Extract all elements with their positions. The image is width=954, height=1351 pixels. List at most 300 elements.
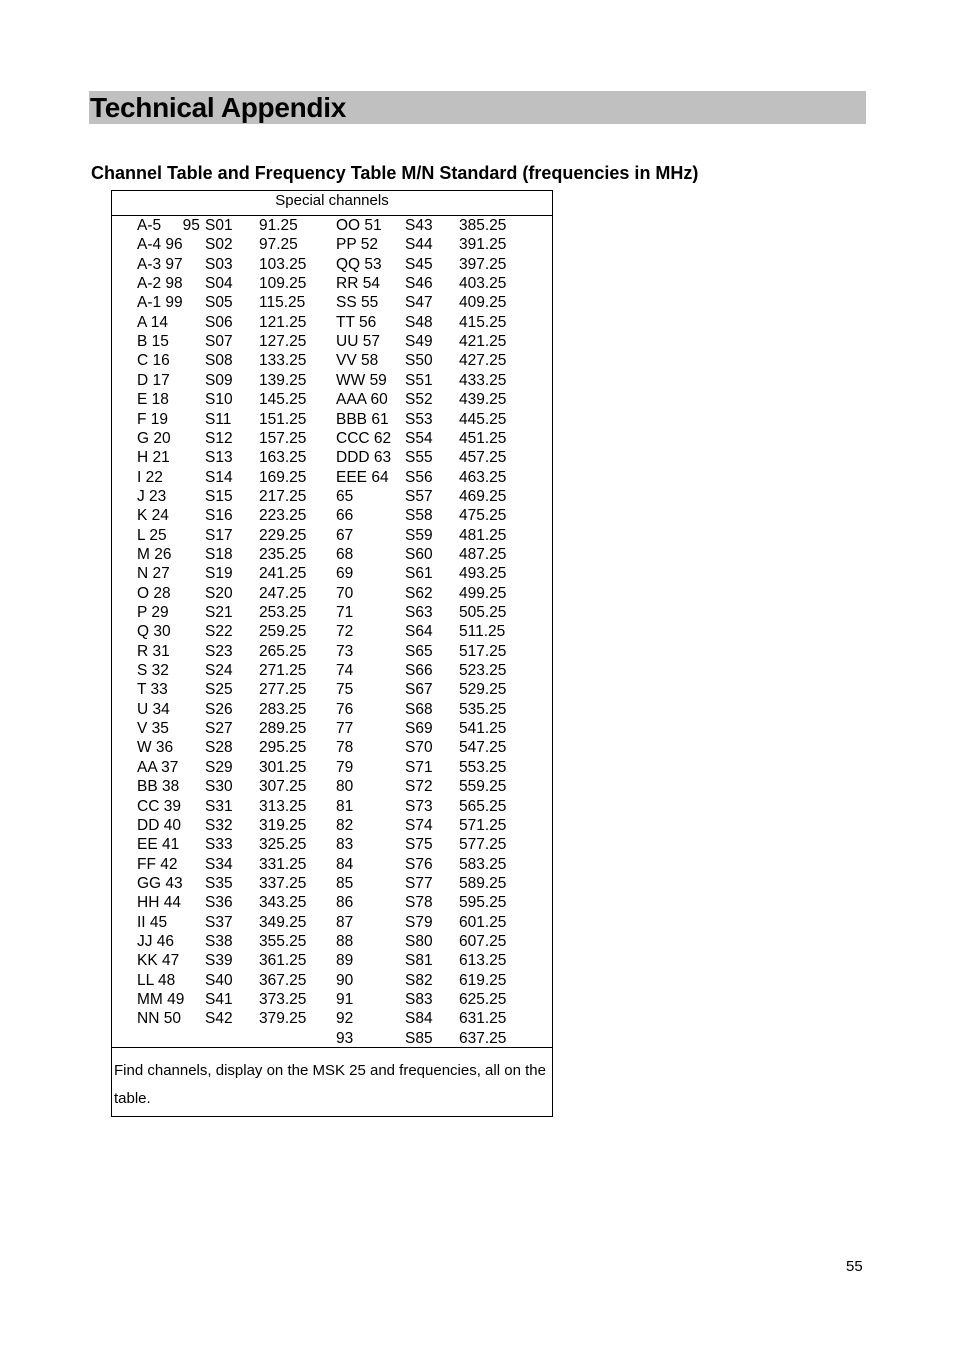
table-cell-channel-name: GG 43 bbox=[137, 874, 183, 892]
table-cell-special-channel-2: S74 bbox=[405, 816, 433, 834]
table-cell-frequency: 271.25 bbox=[259, 662, 307, 680]
table-cell-channel-name: R 31 bbox=[137, 642, 170, 660]
table-cell-channel-name: I 22 bbox=[137, 468, 163, 486]
table-cell-frequency-2: 433.25 bbox=[459, 371, 507, 389]
table-row bbox=[112, 777, 552, 796]
table-cell-frequency-2: 481.25 bbox=[459, 526, 507, 544]
table-cell-channel-name-2: 74 bbox=[336, 662, 354, 680]
table-cell-frequency: 103.25 bbox=[259, 255, 307, 273]
table-row bbox=[112, 545, 552, 564]
table-cell-frequency-2: 463.25 bbox=[459, 468, 507, 486]
table-cell-channel-name-2: QQ 53 bbox=[336, 255, 382, 273]
table-cell-channel-name: A-3 97 bbox=[137, 255, 183, 273]
table-cell-frequency: 337.25 bbox=[259, 874, 307, 892]
table-cell-special-channel: S34 bbox=[205, 855, 233, 873]
table-cell-channel-name-2: RR 54 bbox=[336, 275, 380, 293]
table-cell-frequency: 361.25 bbox=[259, 952, 307, 970]
table-row bbox=[112, 855, 552, 874]
table-cell-frequency: 277.25 bbox=[259, 681, 307, 699]
table-cell-special-channel-2: S69 bbox=[405, 720, 433, 738]
table-cell-channel-name: EE 41 bbox=[137, 836, 180, 854]
table-cell-frequency: 241.25 bbox=[259, 565, 307, 583]
table-cell-channel-name-2: CCC 62 bbox=[336, 429, 392, 447]
table-cell-frequency: 163.25 bbox=[259, 449, 307, 467]
table-cell-frequency: 223.25 bbox=[259, 507, 307, 525]
table-header: Special channels bbox=[112, 191, 552, 216]
table-row bbox=[112, 603, 552, 622]
table-cell-frequency: 319.25 bbox=[259, 816, 307, 834]
table-cell-special-channel-2: S54 bbox=[405, 429, 433, 447]
table-cell-frequency: 349.25 bbox=[259, 913, 307, 931]
table-cell-channel-name-2: 88 bbox=[336, 932, 354, 950]
table-cell-channel-name: FF 42 bbox=[137, 855, 178, 873]
table-cell-special-channel-2: S73 bbox=[405, 797, 433, 815]
table-row bbox=[112, 680, 552, 699]
table-cell-channel-name-2: 89 bbox=[336, 952, 354, 970]
table-cell-special-channel: S17 bbox=[205, 526, 233, 544]
table-cell-channel-name-2: 69 bbox=[336, 565, 354, 583]
table-cell-channel-name: O 28 bbox=[137, 584, 171, 602]
table-cell-special-channel: S09 bbox=[205, 371, 233, 389]
table-cell-special-channel: S07 bbox=[205, 333, 233, 351]
table-cell-special-channel: S19 bbox=[205, 565, 233, 583]
table-row bbox=[112, 293, 552, 312]
table-cell-frequency-2: 493.25 bbox=[459, 565, 507, 583]
table-cell-frequency: 367.25 bbox=[259, 971, 307, 989]
table-cell-channel-name-2: VV 58 bbox=[336, 352, 379, 370]
table-cell-special-channel: S22 bbox=[205, 623, 233, 641]
table-cell-special-channel: S12 bbox=[205, 429, 233, 447]
table-cell-special-channel: S36 bbox=[205, 894, 233, 912]
table-row bbox=[112, 564, 552, 583]
table-cell-frequency-2: 469.25 bbox=[459, 487, 507, 505]
table-cell-frequency-2: 601.25 bbox=[459, 913, 507, 931]
table-cell-frequency: 373.25 bbox=[259, 991, 307, 1008]
table-cell-channel-name: P 29 bbox=[137, 604, 169, 621]
table-cell-frequency-2: 613.25 bbox=[459, 952, 507, 970]
table-cell-special-channel-2: S51 bbox=[405, 371, 433, 389]
table-cell-frequency-2: 451.25 bbox=[459, 429, 507, 447]
table-cell-channel-name-2: 85 bbox=[336, 874, 354, 892]
table-cell-frequency-2: 541.25 bbox=[459, 720, 507, 738]
table-cell-frequency-2: 499.25 bbox=[459, 584, 507, 602]
table-cell-special-channel-2: S78 bbox=[405, 894, 433, 912]
table-cell-frequency: 151.25 bbox=[259, 410, 307, 428]
table-cell-special-channel-2: S55 bbox=[405, 449, 433, 467]
table-cell-special-channel-2: S83 bbox=[405, 991, 433, 1008]
table-cell-channel-name: A 14 bbox=[137, 313, 169, 331]
table-cell-special-channel: S18 bbox=[205, 545, 233, 563]
table-cell-channel-name: A-4 96 bbox=[137, 236, 183, 254]
table-cell-channel-name-2: 70 bbox=[336, 584, 354, 602]
table-cell-channel-name: W 36 bbox=[137, 739, 174, 757]
table-cell-special-channel: S04 bbox=[205, 275, 233, 293]
table-row bbox=[112, 235, 552, 254]
table-cell-special-channel-2: S47 bbox=[405, 294, 433, 312]
table-cell-channel-name: T 33 bbox=[137, 681, 168, 699]
table-cell-channel-name-2: 91 bbox=[336, 991, 354, 1008]
table-cell-frequency: 283.25 bbox=[259, 700, 307, 718]
table-row bbox=[112, 526, 552, 545]
table-cell-special-channel-2: S79 bbox=[405, 913, 433, 931]
table-cell-channel-name: U 34 bbox=[137, 700, 170, 718]
table-cell-channel-name: D 17 bbox=[137, 371, 170, 389]
table-cell-special-channel: S26 bbox=[205, 700, 233, 718]
table-cell-special-channel-2: S67 bbox=[405, 681, 433, 699]
table-cell-special-channel: S16 bbox=[205, 507, 233, 525]
table-cell-channel-name-2: BBB 61 bbox=[336, 410, 389, 428]
table-cell-channel-name: M 26 bbox=[137, 545, 172, 563]
table-row bbox=[112, 990, 552, 1009]
table-cell-channel-name: E 18 bbox=[137, 391, 169, 409]
table-row bbox=[112, 584, 552, 603]
table-cell-special-channel: S40 bbox=[205, 971, 233, 989]
section-header-bar bbox=[89, 91, 866, 124]
table-row bbox=[112, 1009, 552, 1028]
table-cell-special-channel-2: S72 bbox=[405, 778, 433, 796]
table-cell-channel-name-2: 75 bbox=[336, 681, 354, 699]
table-cell-frequency: 133.25 bbox=[259, 352, 307, 370]
table-cell-special-channel-2: S80 bbox=[405, 932, 433, 950]
table-row bbox=[112, 332, 552, 351]
table-cell-frequency: 235.25 bbox=[259, 545, 307, 563]
table-cell-channel-name: V 35 bbox=[137, 720, 169, 738]
table-cell-frequency: 145.25 bbox=[259, 391, 307, 409]
table-cell-special-channel-2: S49 bbox=[405, 333, 433, 351]
table-cell-channel-name-2: 79 bbox=[336, 758, 354, 776]
table-cell-frequency-2: 391.25 bbox=[459, 236, 507, 254]
table-cell-frequency: 331.25 bbox=[259, 855, 307, 873]
table-row bbox=[112, 874, 552, 893]
table-cell-frequency: 127.25 bbox=[259, 333, 307, 351]
table-cell-channel-name-2: 84 bbox=[336, 855, 354, 873]
table-cell-special-channel: S03 bbox=[205, 255, 233, 273]
table-cell-channel-name: II 45 bbox=[137, 913, 168, 931]
table-cell-special-channel: S35 bbox=[205, 874, 233, 892]
table-cell-channel-name: L 25 bbox=[137, 526, 167, 544]
table-cell-special-channel: S23 bbox=[205, 642, 233, 660]
table-cell-special-channel: S32 bbox=[205, 816, 233, 834]
table-cell-channel-name: F 19 bbox=[137, 410, 169, 428]
table-cell-channel-name-2: 80 bbox=[336, 778, 354, 796]
table-row bbox=[112, 255, 552, 274]
table-cell-channel-name-2: 83 bbox=[336, 836, 354, 854]
table-cell-special-channel-2: S76 bbox=[405, 855, 433, 873]
table-row bbox=[112, 448, 552, 467]
table-cell-frequency: 91.25 bbox=[259, 217, 298, 234]
table-cell-frequency: 169.25 bbox=[259, 468, 307, 486]
table-cell-channel-name-2: DDD 63 bbox=[336, 449, 392, 467]
table-note: Find channels, display on the MSK 25 and frequencies, all on the table. bbox=[112, 1047, 552, 1116]
table-cell-channel-name-2: 73 bbox=[336, 642, 354, 660]
table-row bbox=[112, 719, 552, 738]
table-cell-special-channel-2: S46 bbox=[405, 275, 433, 293]
table-cell-frequency: 139.25 bbox=[259, 371, 307, 389]
table-cell-channel-name: AA 37 bbox=[137, 758, 179, 776]
table-cell-channel-name: G 20 bbox=[137, 429, 171, 447]
table-cell-channel-name: A-2 98 bbox=[137, 275, 183, 293]
table-cell-frequency-2: 571.25 bbox=[459, 816, 507, 834]
table-cell-frequency: 229.25 bbox=[259, 526, 307, 544]
table-cell-special-channel-2: S57 bbox=[405, 487, 433, 505]
table-cell-frequency-2: 631.25 bbox=[459, 1010, 507, 1028]
table-cell-frequency-2: 397.25 bbox=[459, 255, 507, 273]
table-cell-channel-name-2: 71 bbox=[336, 604, 354, 621]
table-cell-frequency-2: 445.25 bbox=[459, 410, 507, 428]
table-cell-frequency: 289.25 bbox=[259, 720, 307, 738]
table-cell-special-channel: S14 bbox=[205, 468, 233, 486]
table-cell-special-channel: S41 bbox=[205, 991, 233, 1008]
table-cell-frequency-2: 583.25 bbox=[459, 855, 507, 873]
table-row bbox=[112, 642, 552, 661]
table-cell-frequency-2: 565.25 bbox=[459, 797, 507, 815]
table-cell-special-channel-2: S61 bbox=[405, 565, 433, 583]
table-cell-special-channel: S15 bbox=[205, 487, 233, 505]
table-cell-special-channel: S11 bbox=[205, 410, 232, 428]
table-row bbox=[112, 797, 552, 816]
table-cell-frequency: 109.25 bbox=[259, 275, 307, 293]
table-cell-frequency: 343.25 bbox=[259, 894, 307, 912]
table-cell-channel-name-2: WW 59 bbox=[336, 371, 387, 389]
table-cell-frequency-2: 559.25 bbox=[459, 778, 507, 796]
table-cell-frequency-2: 517.25 bbox=[459, 642, 507, 660]
table-cell-frequency: 265.25 bbox=[259, 642, 307, 660]
table-row bbox=[112, 506, 552, 525]
table-cell-special-channel: S21 bbox=[205, 604, 233, 621]
table-cell-channel-name: N 27 bbox=[137, 565, 170, 583]
table-cell-special-channel-2: S70 bbox=[405, 739, 433, 757]
table-cell-channel-name-2: 77 bbox=[336, 720, 354, 738]
table-cell-channel-name-2: EEE 64 bbox=[336, 468, 389, 486]
table-cell-special-channel: S06 bbox=[205, 313, 233, 331]
table-cell-special-channel-2: S84 bbox=[405, 1010, 433, 1028]
table-cell-special-channel: S28 bbox=[205, 739, 233, 757]
table-row bbox=[112, 371, 552, 390]
table-cell-special-channel: S37 bbox=[205, 913, 233, 931]
table-cell-frequency: 325.25 bbox=[259, 836, 307, 854]
table-cell-channel-name: C 16 bbox=[137, 352, 170, 370]
table-cell-special-channel-2: S50 bbox=[405, 352, 433, 370]
table-cell-special-channel: S25 bbox=[205, 681, 233, 699]
table-cell-special-channel: S39 bbox=[205, 952, 233, 970]
table-cell-channel-name: NN 50 bbox=[137, 1010, 181, 1028]
table-cell-special-channel-2: S52 bbox=[405, 391, 433, 409]
table-cell-frequency-2: 595.25 bbox=[459, 894, 507, 912]
table-cell-special-channel: S30 bbox=[205, 778, 233, 796]
table-cell-special-channel-2: S45 bbox=[405, 255, 433, 273]
table-row bbox=[112, 971, 552, 990]
table-cell-frequency-2: 535.25 bbox=[459, 700, 507, 718]
table-cell-frequency: 121.25 bbox=[259, 313, 307, 331]
table-cell-special-channel: S13 bbox=[205, 449, 233, 467]
table-cell-special-channel-2: S48 bbox=[405, 313, 433, 331]
table-cell-frequency: 313.25 bbox=[259, 797, 307, 815]
table-cell-frequency-2: 421.25 bbox=[459, 333, 507, 351]
table-cell-channel-name: H 21 bbox=[137, 449, 170, 467]
table-cell-frequency-2: 457.25 bbox=[459, 449, 507, 467]
table-row bbox=[112, 216, 552, 235]
page-number: 55 bbox=[846, 1258, 863, 1275]
table-cell-frequency: 157.25 bbox=[259, 429, 307, 447]
table-cell-channel-name-2: OO 51 bbox=[336, 217, 382, 234]
table-cell-channel-name: J 23 bbox=[137, 487, 167, 505]
table-cell-special-channel: S31 bbox=[205, 797, 233, 815]
table-cell-special-channel-2: S56 bbox=[405, 468, 433, 486]
table-cell-special-channel-2: S66 bbox=[405, 662, 433, 680]
table-cell-channel-name: DD 40 bbox=[137, 816, 181, 834]
table-cell-special-channel-2: S43 bbox=[405, 217, 433, 234]
table-cell-frequency: 253.25 bbox=[259, 604, 307, 621]
table-cell-channel-name-2: 65 bbox=[336, 487, 354, 505]
table-cell-special-channel-2: S77 bbox=[405, 874, 433, 892]
table-cell-frequency-2: 577.25 bbox=[459, 836, 507, 854]
table-cell-channel-name: MM 49 bbox=[137, 991, 185, 1008]
table-cell-channel-name: B 15 bbox=[137, 333, 169, 351]
table-cell-channel-name-2: SS 55 bbox=[336, 294, 379, 312]
table-cell-frequency: 97.25 bbox=[259, 236, 298, 254]
table-cell-special-channel-2: S75 bbox=[405, 836, 433, 854]
table-cell-frequency-2: 409.25 bbox=[459, 294, 507, 312]
table-row bbox=[112, 1029, 552, 1048]
table-cell-special-channel-2: S71 bbox=[405, 758, 433, 776]
table-row bbox=[112, 661, 552, 680]
table-cell-channel-name-2: 81 bbox=[336, 797, 354, 815]
table-cell-channel-name-2: AAA 60 bbox=[336, 391, 388, 409]
table-row bbox=[112, 468, 552, 487]
table-cell-channel-name-2: PP 52 bbox=[336, 236, 378, 254]
table-cell-special-channel: S20 bbox=[205, 584, 233, 602]
table-cell-frequency: 301.25 bbox=[259, 758, 307, 776]
table-cell-channel-name: BB 38 bbox=[137, 778, 180, 796]
table-cell-frequency-2: 439.25 bbox=[459, 391, 507, 409]
table-row bbox=[112, 390, 552, 409]
table-cell-special-channel-2: S68 bbox=[405, 700, 433, 718]
table-row bbox=[112, 758, 552, 777]
table-cell-channel-name-2: 67 bbox=[336, 526, 354, 544]
table-cell-special-channel: S29 bbox=[205, 758, 233, 776]
table-cell-special-channel-2: S82 bbox=[405, 971, 433, 989]
table-row bbox=[112, 274, 552, 293]
table-cell-frequency: 379.25 bbox=[259, 1010, 307, 1028]
table-cell-frequency-2: 529.25 bbox=[459, 681, 507, 699]
table-cell-frequency-2: 403.25 bbox=[459, 275, 507, 293]
table-row bbox=[112, 429, 552, 448]
table-row bbox=[112, 351, 552, 370]
table-row bbox=[112, 816, 552, 835]
table-cell-special-channel: S42 bbox=[205, 1010, 233, 1028]
table-cell-channel-name: KK 47 bbox=[137, 952, 180, 970]
table-cell-frequency: 217.25 bbox=[259, 487, 307, 505]
table-cell-special-channel: S24 bbox=[205, 662, 233, 680]
table-cell-frequency-2: 427.25 bbox=[459, 352, 507, 370]
table-cell-channel-name-2: 68 bbox=[336, 545, 354, 563]
table-cell-special-channel: S27 bbox=[205, 720, 233, 738]
table-cell-channel-name-2: 92 bbox=[336, 1010, 354, 1028]
table-row bbox=[112, 700, 552, 719]
table-cell-channel-name-2: 76 bbox=[336, 700, 354, 718]
table-row bbox=[112, 313, 552, 332]
table-cell-channel-name-2: 87 bbox=[336, 913, 354, 931]
table-cell-special-channel-2: S64 bbox=[405, 623, 433, 641]
table-cell-frequency-2: 385.25 bbox=[459, 217, 507, 234]
table-cell-channel-name: A-1 99 bbox=[137, 294, 183, 312]
table-cell-channel-name: HH 44 bbox=[137, 894, 181, 912]
table-cell-frequency-2: 625.25 bbox=[459, 991, 507, 1008]
table-cell-special-channel: S02 bbox=[205, 236, 233, 254]
table-row bbox=[112, 835, 552, 854]
table-cell-channel-name-2: 82 bbox=[336, 816, 354, 834]
table-cell-frequency-2: 637.25 bbox=[459, 1029, 507, 1047]
table-cell-channel-name: LL 48 bbox=[137, 971, 176, 989]
table-cell-frequency: 247.25 bbox=[259, 584, 307, 602]
table-cell-frequency-2: 523.25 bbox=[459, 662, 507, 680]
section-title: Technical Appendix bbox=[90, 92, 346, 123]
table-cell-frequency-2: 607.25 bbox=[459, 932, 507, 950]
table-row bbox=[112, 913, 552, 932]
table-cell-channel-name-2: UU 57 bbox=[336, 333, 380, 351]
table-cell-channel-name-2: 66 bbox=[336, 507, 354, 525]
table-cell-special-channel: S05 bbox=[205, 294, 233, 312]
table-cell-channel-name: A-5 95 bbox=[137, 217, 200, 234]
table-row bbox=[112, 932, 552, 951]
table-cell-channel-name-2: 93 bbox=[336, 1029, 354, 1047]
table-cell-frequency-2: 505.25 bbox=[459, 604, 507, 621]
table-cell-special-channel: S08 bbox=[205, 352, 233, 370]
table-cell-channel-name: K 24 bbox=[137, 507, 169, 525]
table-cell-channel-name: S 32 bbox=[137, 662, 169, 680]
table-cell-special-channel-2: S62 bbox=[405, 584, 433, 602]
table-row bbox=[112, 410, 552, 429]
table-cell-frequency-2: 547.25 bbox=[459, 739, 507, 757]
table-cell-channel-name-2: TT 56 bbox=[336, 313, 377, 331]
table-body bbox=[112, 216, 552, 1047]
table-cell-special-channel-2: S63 bbox=[405, 604, 433, 621]
table-cell-special-channel-2: S58 bbox=[405, 507, 433, 525]
channel-frequency-table bbox=[111, 190, 553, 1117]
table-cell-frequency: 355.25 bbox=[259, 932, 307, 950]
table-cell-frequency-2: 475.25 bbox=[459, 507, 507, 525]
table-cell-special-channel-2: S81 bbox=[405, 952, 433, 970]
table-cell-frequency-2: 487.25 bbox=[459, 545, 507, 563]
table-cell-special-channel-2: S65 bbox=[405, 642, 433, 660]
table-cell-channel-name: Q 30 bbox=[137, 623, 171, 641]
table-cell-special-channel-2: S60 bbox=[405, 545, 433, 563]
table-cell-frequency: 295.25 bbox=[259, 739, 307, 757]
table-cell-channel-name-2: 86 bbox=[336, 894, 354, 912]
table-row bbox=[112, 951, 552, 970]
table-cell-frequency-2: 589.25 bbox=[459, 874, 507, 892]
table-cell-special-channel-2: S59 bbox=[405, 526, 433, 544]
table-cell-channel-name-2: 90 bbox=[336, 971, 354, 989]
table-cell-special-channel: S10 bbox=[205, 391, 233, 409]
table-cell-frequency-2: 415.25 bbox=[459, 313, 507, 331]
table-cell-special-channel-2: S44 bbox=[405, 236, 433, 254]
table-cell-special-channel: S38 bbox=[205, 932, 233, 950]
table-cell-channel-name-2: 72 bbox=[336, 623, 354, 641]
table-cell-channel-name: CC 39 bbox=[137, 797, 181, 815]
table-subtitle: Channel Table and Frequency Table M/N Standard (frequencies in MHz) bbox=[91, 163, 699, 183]
table-cell-frequency-2: 619.25 bbox=[459, 971, 507, 989]
table-cell-frequency-2: 553.25 bbox=[459, 758, 507, 776]
table-cell-special-channel-2: S85 bbox=[405, 1029, 433, 1047]
table-row bbox=[112, 622, 552, 641]
table-cell-frequency: 307.25 bbox=[259, 778, 307, 796]
table-cell-frequency-2: 511.25 bbox=[459, 623, 506, 641]
table-row bbox=[112, 893, 552, 912]
table-cell-channel-name-2: 78 bbox=[336, 739, 354, 757]
table-cell-special-channel-2: S53 bbox=[405, 410, 433, 428]
table-cell-frequency: 115.25 bbox=[259, 294, 306, 312]
